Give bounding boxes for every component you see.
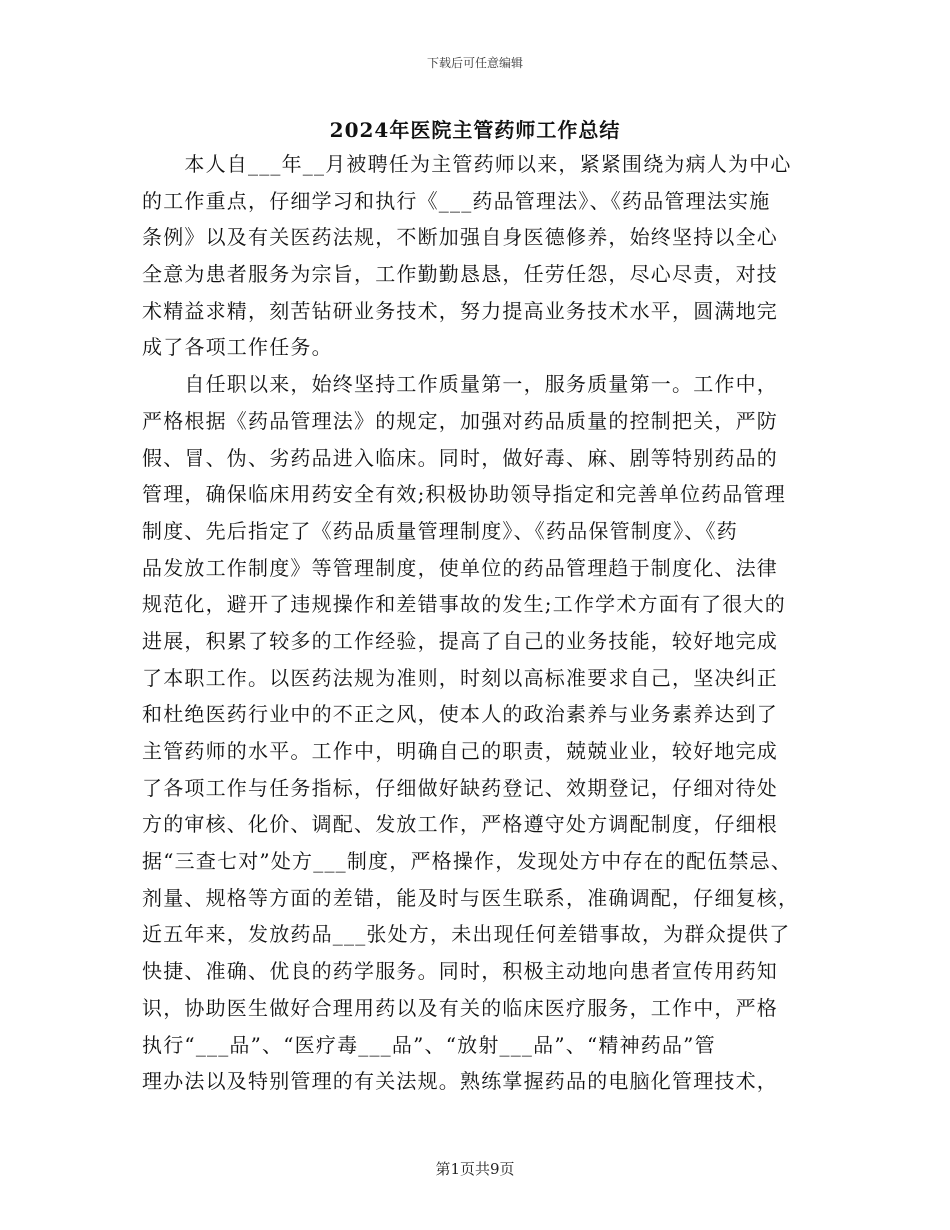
body-line: 了本职工作。以医药法规为准则，时刻以高标准要求自己，坚决纠正 [142,665,778,690]
body-line: 了各项工作与任务指标，仔细做好缺药登记、效期登记，仔细对待处 [142,775,778,800]
body-line: 全意为患者服务为宗旨，工作勤勤恳恳，任劳任怨，尽心尽责，对技 [142,262,778,287]
body-line: 执行“___品”、“医疗毒___品”、“放射___品”、“精神药品”管 [142,1032,716,1057]
header-note: 下载后可任意编辑 [426,56,523,70]
body-line: 近五年来，发放药品___张处方，未出现任何差错事故，为群众提供了 [142,922,791,947]
body-line: 快捷、准确、优良的药学服务。同时，积极主动地向患者宣传用药知 [142,959,778,984]
body-line: 和杜绝医药行业中的不正之风，使本人的政治素养与业务素养达到了 [142,702,778,727]
body-line: 规范化，避开了违规操作和差错事故的发生;工作学术方面有了很大的 [142,592,786,617]
body-line: 据“三查七对”处方___制度，严格操作，发现处方中存在的配伍禁忌、 [142,849,793,874]
body-line: 制度、先后指定了《药品质量管理制度》、《药品保管制度》、《药 [142,518,738,543]
body-line: 方的审核、化价、调配、发放工作，严格遵守处方调配制度，仔细根 [142,812,778,837]
body-line: 自任职以来，始终坚持工作质量第一，服务质量第一。工作中， [142,372,778,397]
body-line: 术精益求精，刻苦钻研业务技术，努力提高业务技术水平，圆满地完 [142,298,778,323]
body-line: 的工作重点，仔细学习和执行《___药品管理法》、《药品管理法实施 [142,188,771,213]
body-line: 假、冒、伪、劣药品进入临床。同时，做好毒、麻、剧等特别药品的 [142,445,778,470]
body-line: 进展，积累了较多的工作经验，提高了自己的业务技能，较好地完成 [142,628,778,653]
document-title: 2024年医院主管药师工作总结 [329,118,621,142]
body-line: 理办法以及特别管理的有关法规。熟练掌握药品的电脑化管理技术， [142,1069,778,1094]
body-line: 本人自___年__月被聘任为主管药师以来，紧紧围绕为病人为中心 [142,152,792,176]
body-line: 成了各项工作任务。 [142,335,333,360]
body-line: 主管药师的水平。工作中，明确自己的职责，兢兢业业，较好地完成 [142,739,778,763]
body-line: 管理，确保临床用药安全有效;积极协助领导指定和完善单位药品管理 [142,482,786,507]
body-line: 条例》以及有关医药法规，不断加强自身医德修养，始终坚持以全心 [142,225,778,250]
body-line: 品发放工作制度》等管理制度，使单位的药品管理趋于制度化、法律 [142,555,778,580]
document-body [142,146,802,1100]
body-line: 识，协助医生做好合理用药以及有关的临床医疗服务，工作中，严格 [142,995,778,1020]
body-line: 剂量、规格等方面的差错，能及时与医生联系，准确调配，仔细复核， [142,885,800,910]
body-line: 严格根据《药品管理法》的规定，加强对药品质量的控制把关，严防 [142,408,778,433]
page-footer: 第1页共9页 [435,1160,515,1178]
